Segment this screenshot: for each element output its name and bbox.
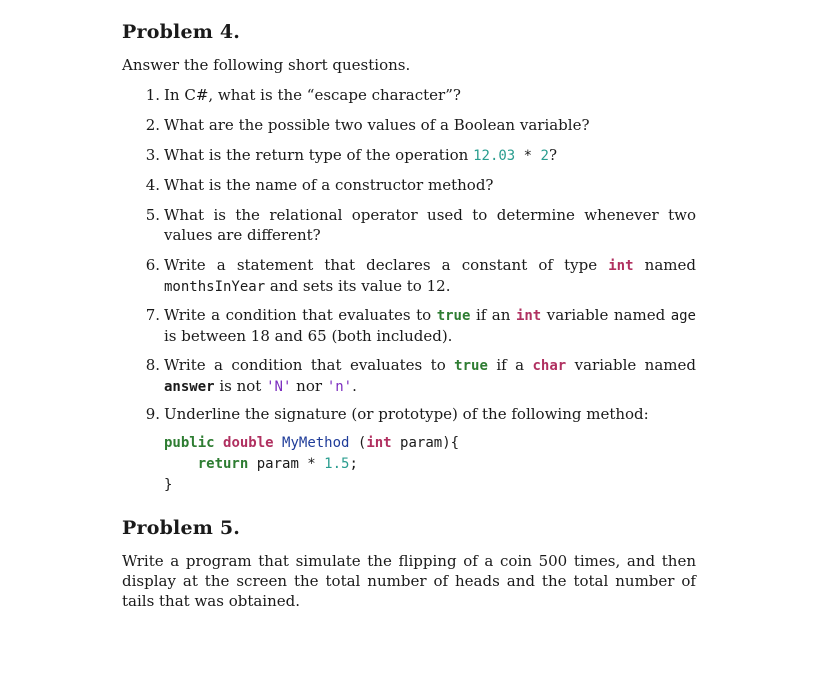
code-literal: 12.03 <box>473 148 516 164</box>
code-type: char <box>532 358 567 374</box>
problem-4-intro: Answer the following short questions. <box>122 56 411 74</box>
question-number: 8. <box>145 356 160 374</box>
question-text: is between 18 and 65 (both included). <box>164 327 453 345</box>
code-type: int <box>608 258 634 274</box>
code-char-literal: 'n' <box>326 379 353 395</box>
code-indent <box>164 456 198 472</box>
question-6 <box>140 255 696 297</box>
question-text: variable named <box>566 356 696 374</box>
question-number: 5. <box>145 206 160 224</box>
question-8 <box>140 355 696 397</box>
code-operator: * <box>515 148 541 164</box>
question-text: Underline the signature (or prototype) of the following method: <box>164 405 649 423</box>
question-number: 9. <box>145 405 160 423</box>
question-text: ? <box>548 146 558 164</box>
question-7 <box>140 305 696 346</box>
question-number: 6. <box>145 256 160 274</box>
question-text: Write a condition that evaluates to <box>164 306 437 324</box>
code-literal: 1.5 <box>324 456 350 472</box>
code-punct: ( <box>349 435 367 451</box>
code-keyword: true <box>454 358 488 374</box>
code-keyword: public <box>164 435 215 451</box>
question-text: Write a statement that declares a constant of type <box>164 256 609 274</box>
question-number: 2. <box>145 116 160 134</box>
problem-5-heading: Problem 5. <box>122 517 241 539</box>
code-expression: param * <box>248 456 325 472</box>
code-type: int <box>366 435 392 451</box>
question-3 <box>140 145 696 166</box>
code-identifier: answer <box>164 379 215 395</box>
code-identifier: monthsInYear <box>164 279 266 295</box>
code-punct: ; <box>349 456 358 472</box>
question-5 <box>140 205 696 245</box>
problem-5-text: Write a program that simulate the flipping of a coin 500 times, and then display at the screen the total number of heads and the total number of tails that was obtained. <box>122 552 696 610</box>
question-text: What are the possible two values of a Boolean variable? <box>164 116 590 134</box>
code-keyword: true <box>436 308 471 324</box>
code-line-signature <box>164 433 459 454</box>
problem-4-heading: Problem 4. <box>122 21 241 43</box>
question-text: is not <box>214 377 267 395</box>
question-text: What is the name of a constructor method? <box>164 176 494 194</box>
code-param: param){ <box>391 435 460 451</box>
question-number: 1. <box>145 86 160 104</box>
question-text: What is the relational operator used to determine whenever two values are different? <box>164 206 696 244</box>
code-type: double <box>223 435 274 451</box>
code-identifier: age <box>670 308 696 324</box>
question-number: 3. <box>145 146 160 164</box>
question-number: 4. <box>145 176 160 194</box>
code-char-literal: 'N' <box>266 379 292 395</box>
code-line-close <box>164 475 459 496</box>
question-text: Write a condition that evaluates to <box>164 356 455 374</box>
code-method-name: MyMethod <box>282 435 350 451</box>
question-text: nor <box>291 377 327 395</box>
question-text: if a <box>487 356 533 374</box>
question-number: 7. <box>145 306 160 324</box>
question-9 <box>140 404 696 424</box>
question-text: if an <box>470 306 516 324</box>
question-text: . <box>352 377 357 395</box>
question-text: In C#, what is the “escape character”? <box>164 86 461 104</box>
question-text: What is the return type of the operation <box>164 146 474 164</box>
code-block <box>164 433 459 496</box>
question-text: and sets its value to 12. <box>265 277 451 295</box>
code-literal: 2 <box>540 148 549 164</box>
question-2 <box>140 115 696 135</box>
code-punct: } <box>164 477 173 493</box>
code-type: int <box>515 308 542 324</box>
question-text: variable named <box>541 306 671 324</box>
question-text: named <box>633 256 696 274</box>
code-keyword: return <box>197 456 249 472</box>
question-1 <box>140 85 696 105</box>
code-line-body <box>164 454 459 475</box>
question-4 <box>140 175 696 195</box>
